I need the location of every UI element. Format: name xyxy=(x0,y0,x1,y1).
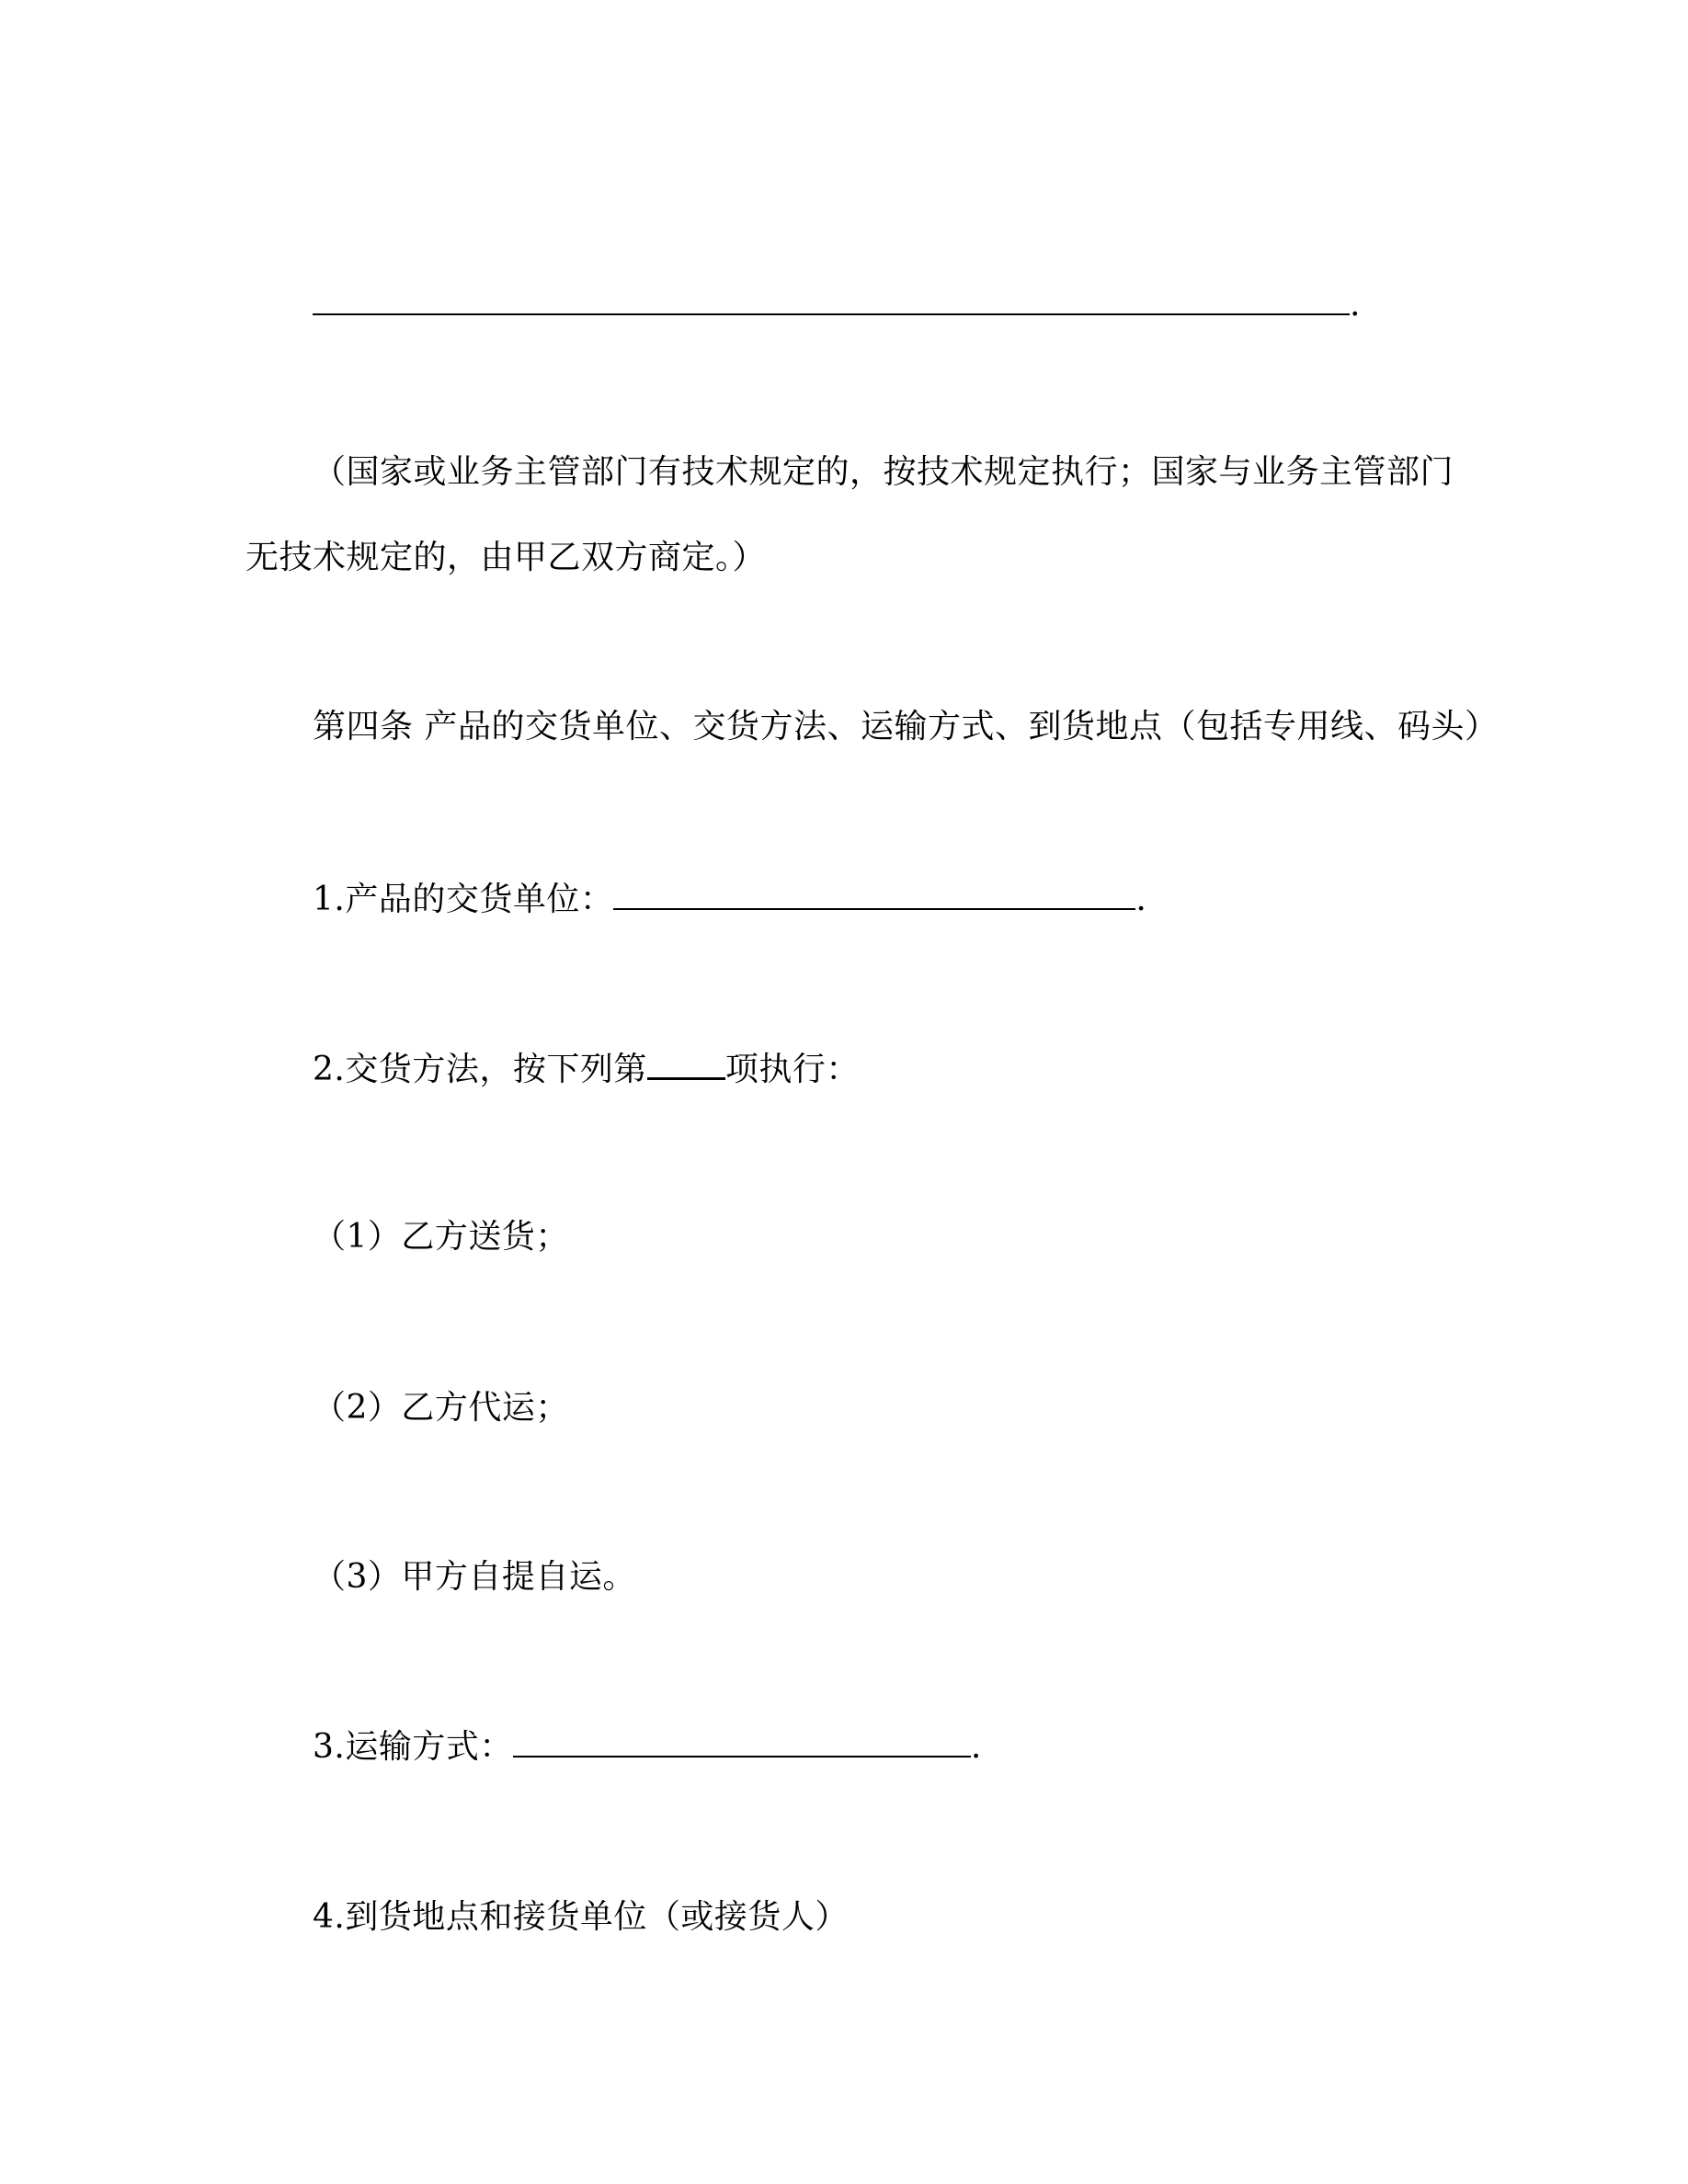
note-line-1: （国家或业务主管部门有技术规定的，按技术规定执行；国家与业务主管部门 xyxy=(313,453,1454,491)
item-4-arrival-location: 4.到货地点和接货单位（或接货人） xyxy=(313,1898,849,1936)
item-3-label: 3.运输方式： xyxy=(313,1728,513,1766)
article-4-heading: 第四条 产品的交货单位、交货方法、运输方式、到货地点（包括专用线、码头） xyxy=(313,708,1499,745)
item-1-label: 1.产品的交货单位： xyxy=(313,881,614,918)
line-end-period: . xyxy=(1135,881,1147,918)
line-end-period: . xyxy=(1350,286,1361,324)
option-2: （2）乙方代运； xyxy=(313,1389,569,1427)
blank-field[interactable] xyxy=(313,286,1350,315)
option-1: （1）乙方送货； xyxy=(313,1218,569,1256)
option-3: （3）甲方自提自运。 xyxy=(313,1558,636,1596)
item-1-delivery-unit xyxy=(313,878,1146,922)
item-3-transport-mode xyxy=(313,1725,982,1769)
top-blank-line xyxy=(313,283,1361,327)
item-2-text-before: 2.交货方法，按下列第 xyxy=(313,1051,647,1088)
delivery-option-blank[interactable] xyxy=(647,1050,725,1080)
line-end-period: . xyxy=(970,1728,982,1766)
delivery-unit-blank[interactable] xyxy=(613,881,1135,910)
item-2-text-after: 项执行： xyxy=(724,1051,860,1088)
item-2-delivery-method xyxy=(313,1048,860,1092)
note-line-2: 无技术规定的，由甲乙双方商定。） xyxy=(245,539,767,576)
transport-mode-blank[interactable] xyxy=(513,1728,971,1757)
